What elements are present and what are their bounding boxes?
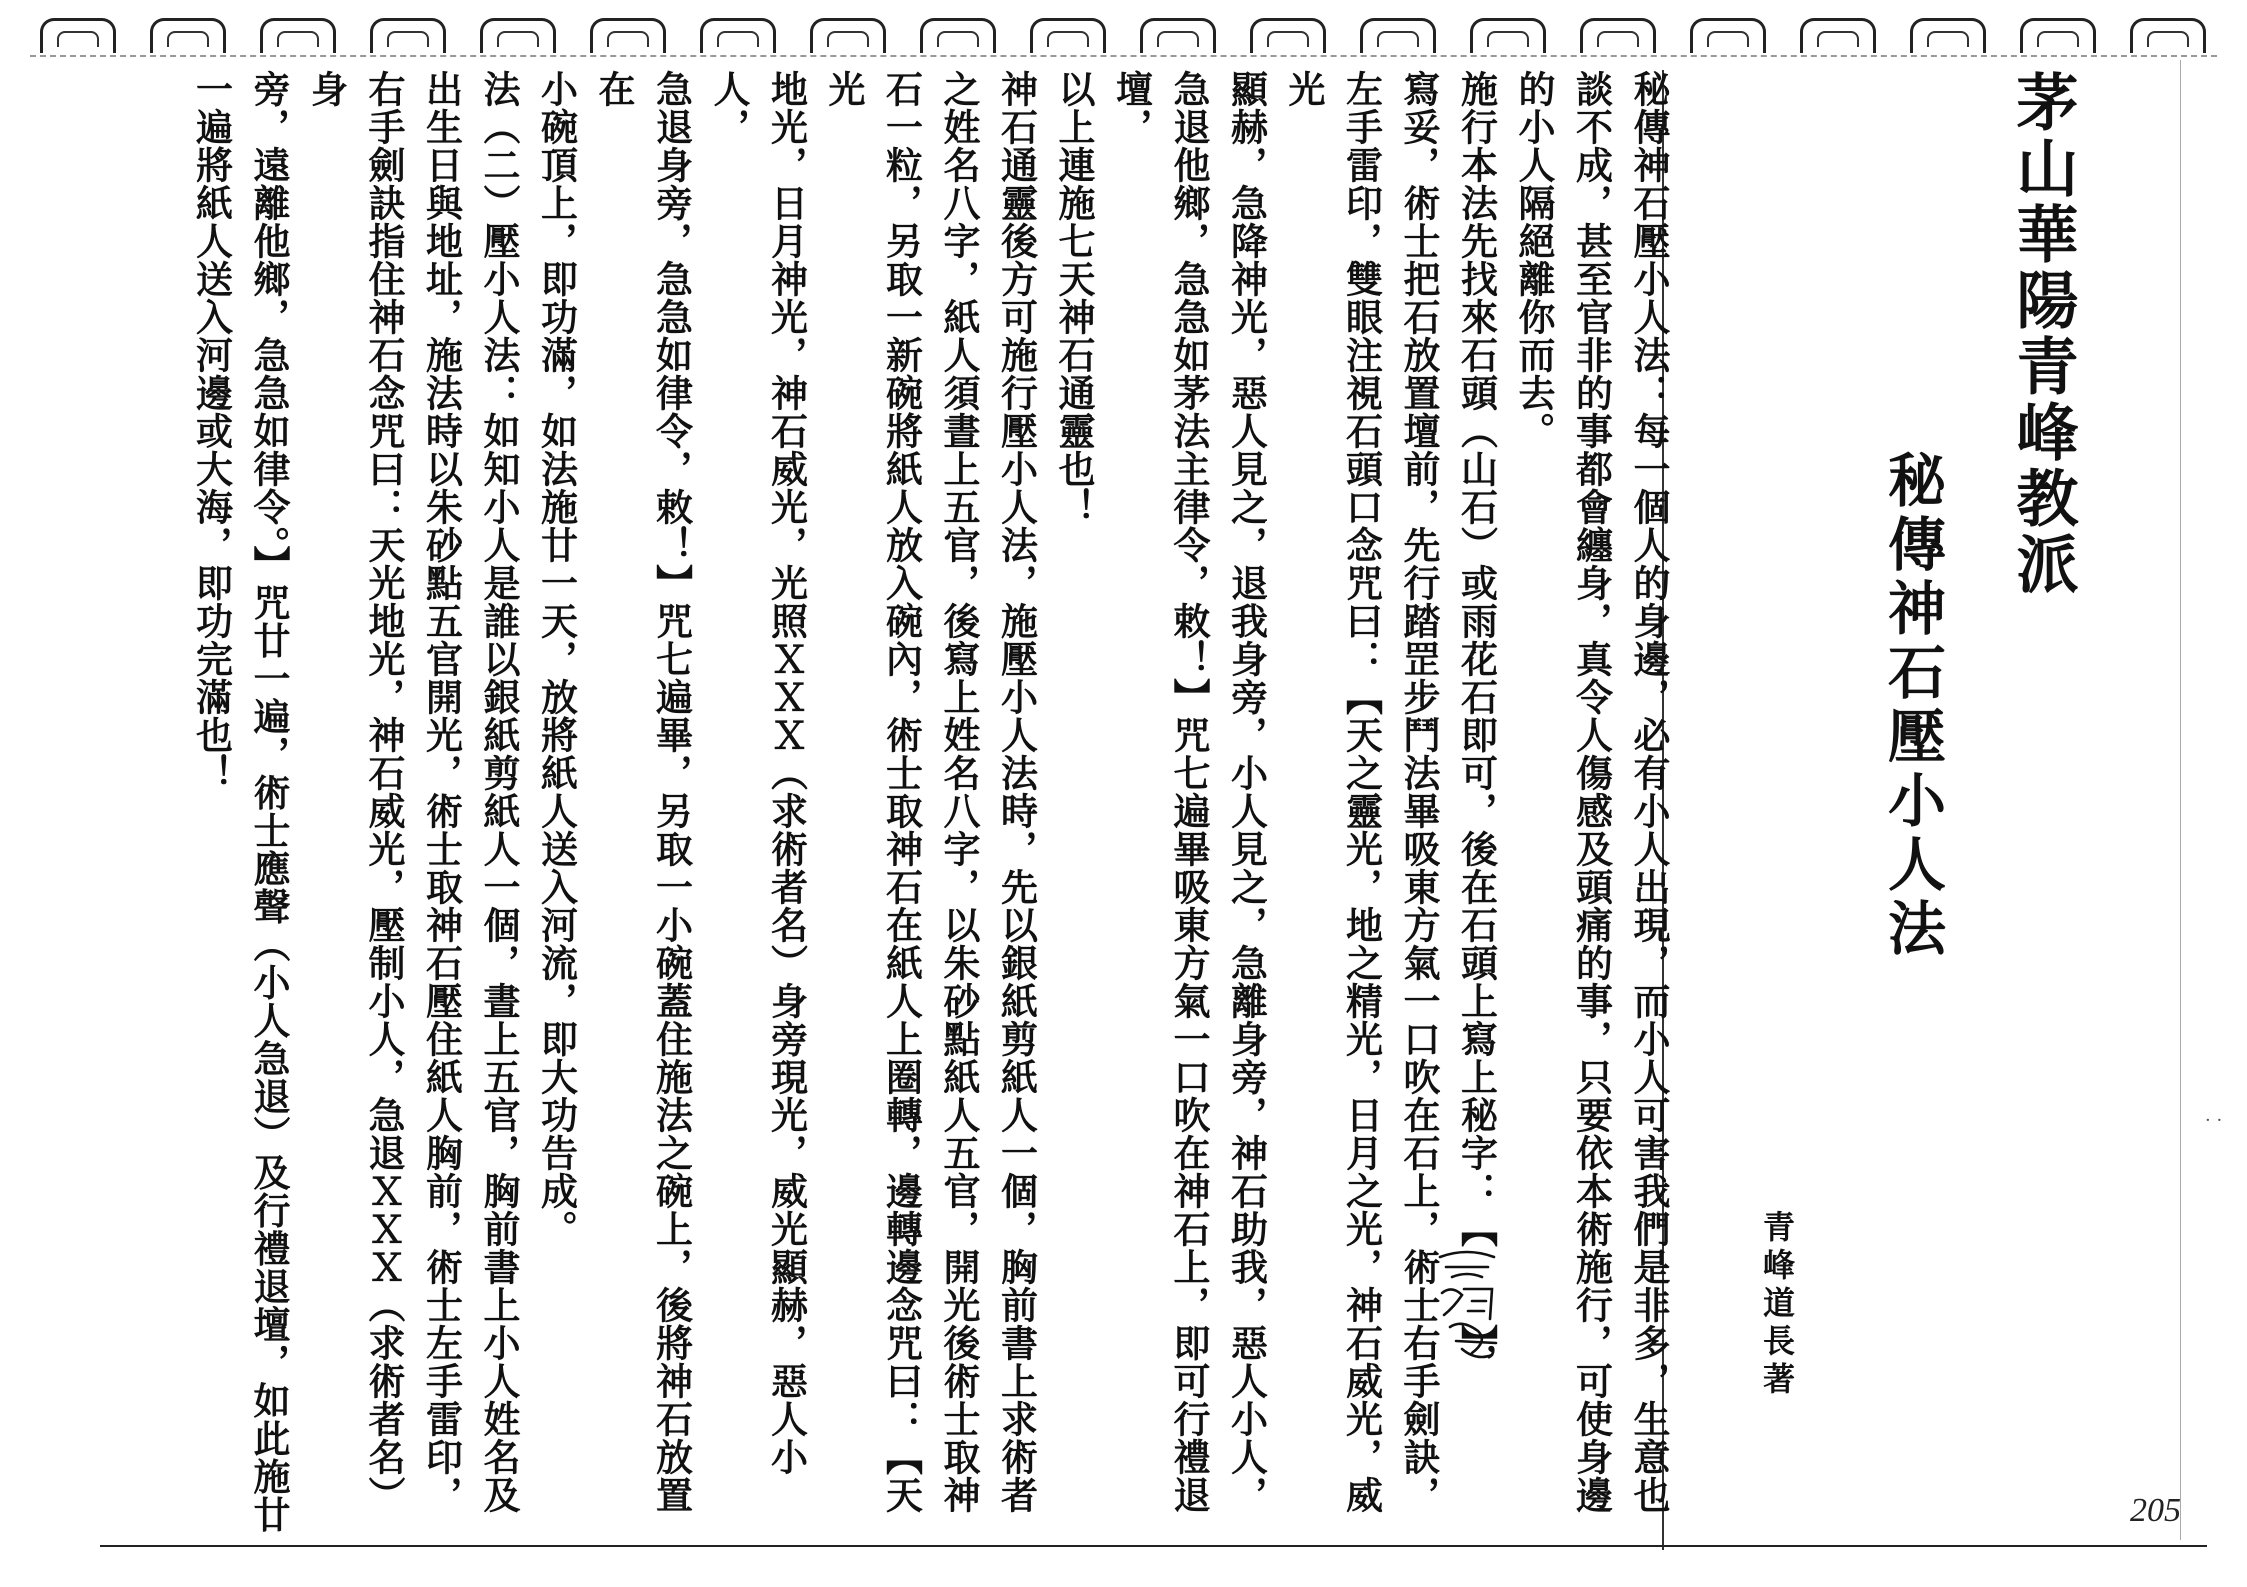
sheet-bottom-edge [100, 1545, 2207, 1547]
binding-ring [1250, 18, 1326, 53]
body-column: 寫妥，術士把石放置壇前，先行踏罡步鬥法畢吸東方氣一口吹在石上，術士右手劍訣， [1397, 70, 1441, 1514]
binding-ring [1580, 18, 1656, 53]
sheet-right-edge [2180, 60, 2181, 1540]
vertical-text-block [182, 70, 2087, 1540]
binding-ring [480, 18, 556, 53]
binding-ring [40, 18, 116, 53]
body-column: 法（二）壓小人法：如知小人是誰以銀紙剪紙人一個，晝上五官，胸前書上小人姓名及 [477, 70, 521, 1514]
body-column: 談不成，甚至官非的事都會纏身，真令人傷感及頭痛的事，只要依本術施行，可使身邊 [1569, 70, 1614, 1514]
body-column: 顯赫，急降神光，惡人見之，退我身旁，小人見之，急離身旁，神石助我，惡人小人， [1224, 70, 1269, 1514]
scan-speck: · · [2205, 1110, 2223, 1131]
binding-ring [700, 18, 776, 53]
binding-ring [1910, 18, 1986, 53]
binding-ring [260, 18, 336, 53]
binding-ring [1030, 18, 1106, 53]
binding-ring [2130, 18, 2206, 53]
binding-ring [1360, 18, 1436, 53]
body-column: 神石通靈後方可施行壓小人法，施壓小人法時，先以銀紙剪紙人一個，胸前書上求術者 [994, 70, 1039, 1514]
author-line: 青峰道長著 [1758, 1210, 1796, 1400]
binding-ring [1140, 18, 1216, 53]
binding-ring [2020, 18, 2096, 53]
body-column: 的小人隔絕離你而去。 [1512, 70, 1556, 450]
binding-ring [1800, 18, 1876, 53]
binding-ring [1690, 18, 1766, 53]
binding-ring [1470, 18, 1546, 53]
binding-ring [590, 18, 666, 53]
body-column: 以上連施七天神石通靈也！ [1052, 70, 1096, 526]
body-column: 石一粒，另取一新碗將紙人放入碗內，術士取神石在紙人上圈轉，邊轉邊念咒曰：【天光 [822, 70, 924, 1514]
body-column: 左手雷印，雙眼注視石頭口念咒曰：【天之靈光，地之精光，日月之光，神石威光，威光 [1282, 70, 1384, 1514]
body-column: 急退他鄉，急急如茅法主律令，敕！】咒七遍畢吸東方氣一口吹在神石上，即可行禮退壇， [1109, 70, 1211, 1514]
body-column: 出生日與地址，施法時以朱砂點五官開光，術士取神石壓住紙人胸前，術士左手雷印， [419, 70, 464, 1514]
body-column: 地光，日月神光，神石威光，光照ＸＸＸ（求術者名）身旁現光，威光顯赫，惡人小人， [707, 70, 809, 1476]
page-number: 205 [2130, 1492, 2181, 1529]
body-column: 旁，遠離他鄉，急急如律令。】咒廿一遍，術士應聲（小人急退）及行禮退壇，如此施廿 [247, 70, 291, 1534]
talisman-glyph [1432, 1245, 1502, 1365]
body-column: 小碗頂上，即功滿，如法施廿一天，放將紙人送入河流，即大功告成。 [534, 70, 579, 1248]
spiral-binding [40, 18, 2220, 58]
body-column: 右手劍訣指住神石念咒曰：天光地光，神石威光，壓制小人，急退ＸＸＸ（求術者名）身 [304, 70, 406, 1514]
binding-ring [150, 18, 226, 53]
body-column: 秘傳神石壓小人法：每一個人的身邊，必有小人出現，而小人可害我們是非多，生意也 [1627, 70, 1671, 1514]
sheet-top-edge [30, 55, 2217, 57]
body-column: 急退身旁，急急如律令，敕！】咒七遍畢，另取一小碗蓋住施法之碗上，後將神石放置在 [592, 70, 694, 1514]
binding-ring [370, 18, 446, 53]
binding-ring [920, 18, 996, 53]
document-title: 秘傳神石壓小人法 [1878, 450, 1946, 962]
binding-ring [810, 18, 886, 53]
body-column: 之姓名八字，紙人須晝上五官，後寫上姓名八字，以朱砂點紙人五官，開光後術士取神 [937, 70, 981, 1514]
sect-title: 茅山華陽青峰教派 [2006, 70, 2079, 598]
body-column: 一遍將紙人送入河邊或大海，即功完滿也！ [189, 70, 234, 792]
body-column: 施行本法先找來石頭（山石）或雨花石即可，後在石頭上寫上秘字：【 】， [1454, 70, 1499, 1382]
